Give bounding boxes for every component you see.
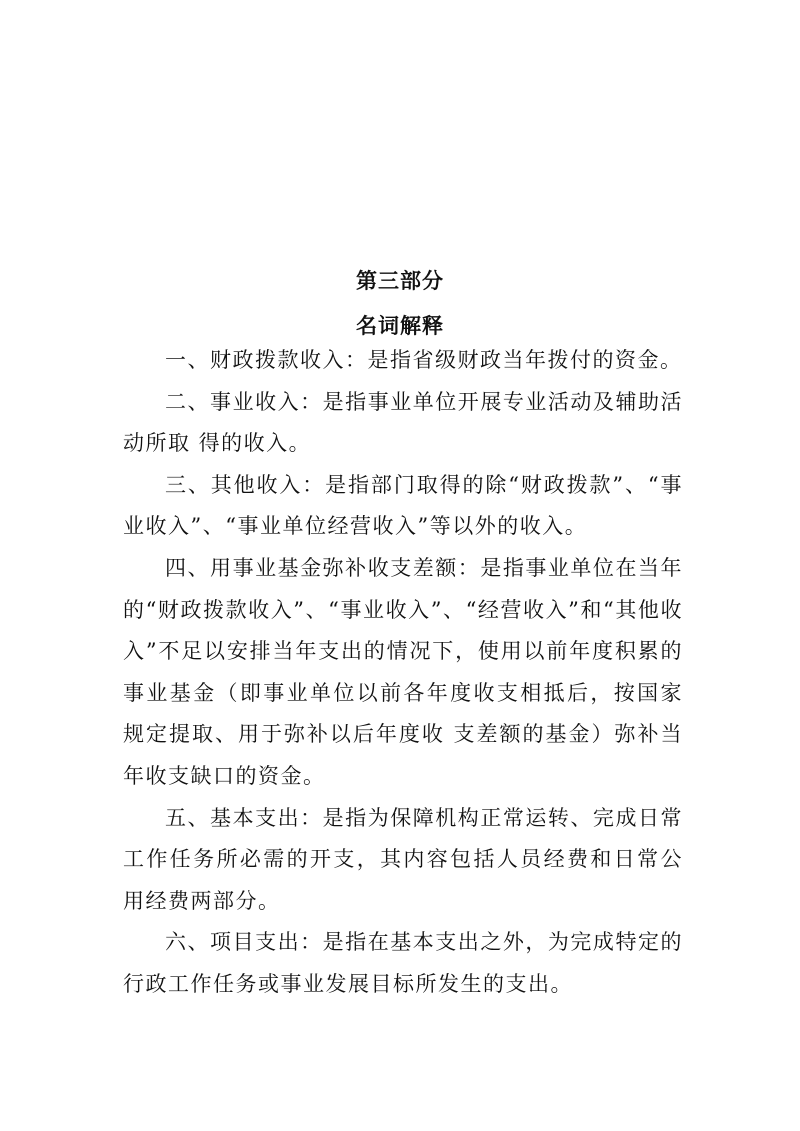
glossary-item-project-expenditure: 六、项目支出：是指在基本支出之外，为完成特定的行政工作任务或事业发展目标所发生的支出。: [123, 930, 683, 996]
glossary-item-fiscal-appropriation-income: 一、财政拨款收入：是指省级财政当年拨付的资金。: [165, 348, 683, 372]
glossary-item-other-income: 三、其他收入：是指部门取得的除“财政拨款”、“事业收入”、“事业单位经营收入”等以外的收入。: [123, 472, 683, 539]
glossary-item-fund-offset: 四、用事业基金弥补收支差额：是指事业单位在当年的“财政拨款收入”、“事业收入”、“经营收入”和“其他收入”不足以安排当年支出的情况下，使用以前年度积累的事业基金（即事业单位以前各年度收支相抵后，按国家规定提取、用于弥补以后年度收 支差额的基金）弥补当年收支缺口的资金。: [123, 555, 683, 788]
glossary-item-basic-expenditure: 五、基本支出：是指为保障机构正常运转、完成日常工作任务所必需的开支，其内容包括人员经费和日常公用经费两部分。: [123, 805, 683, 913]
glossary-body: [123, 340, 683, 1006]
section-title: 名词解释: [356, 314, 444, 338]
glossary-item-operating-income: 二、事业收入：是指事业单位开展专业活动及辅助活动所取 得的收入。: [123, 389, 683, 456]
section-heading: 第三部分: [356, 269, 444, 293]
